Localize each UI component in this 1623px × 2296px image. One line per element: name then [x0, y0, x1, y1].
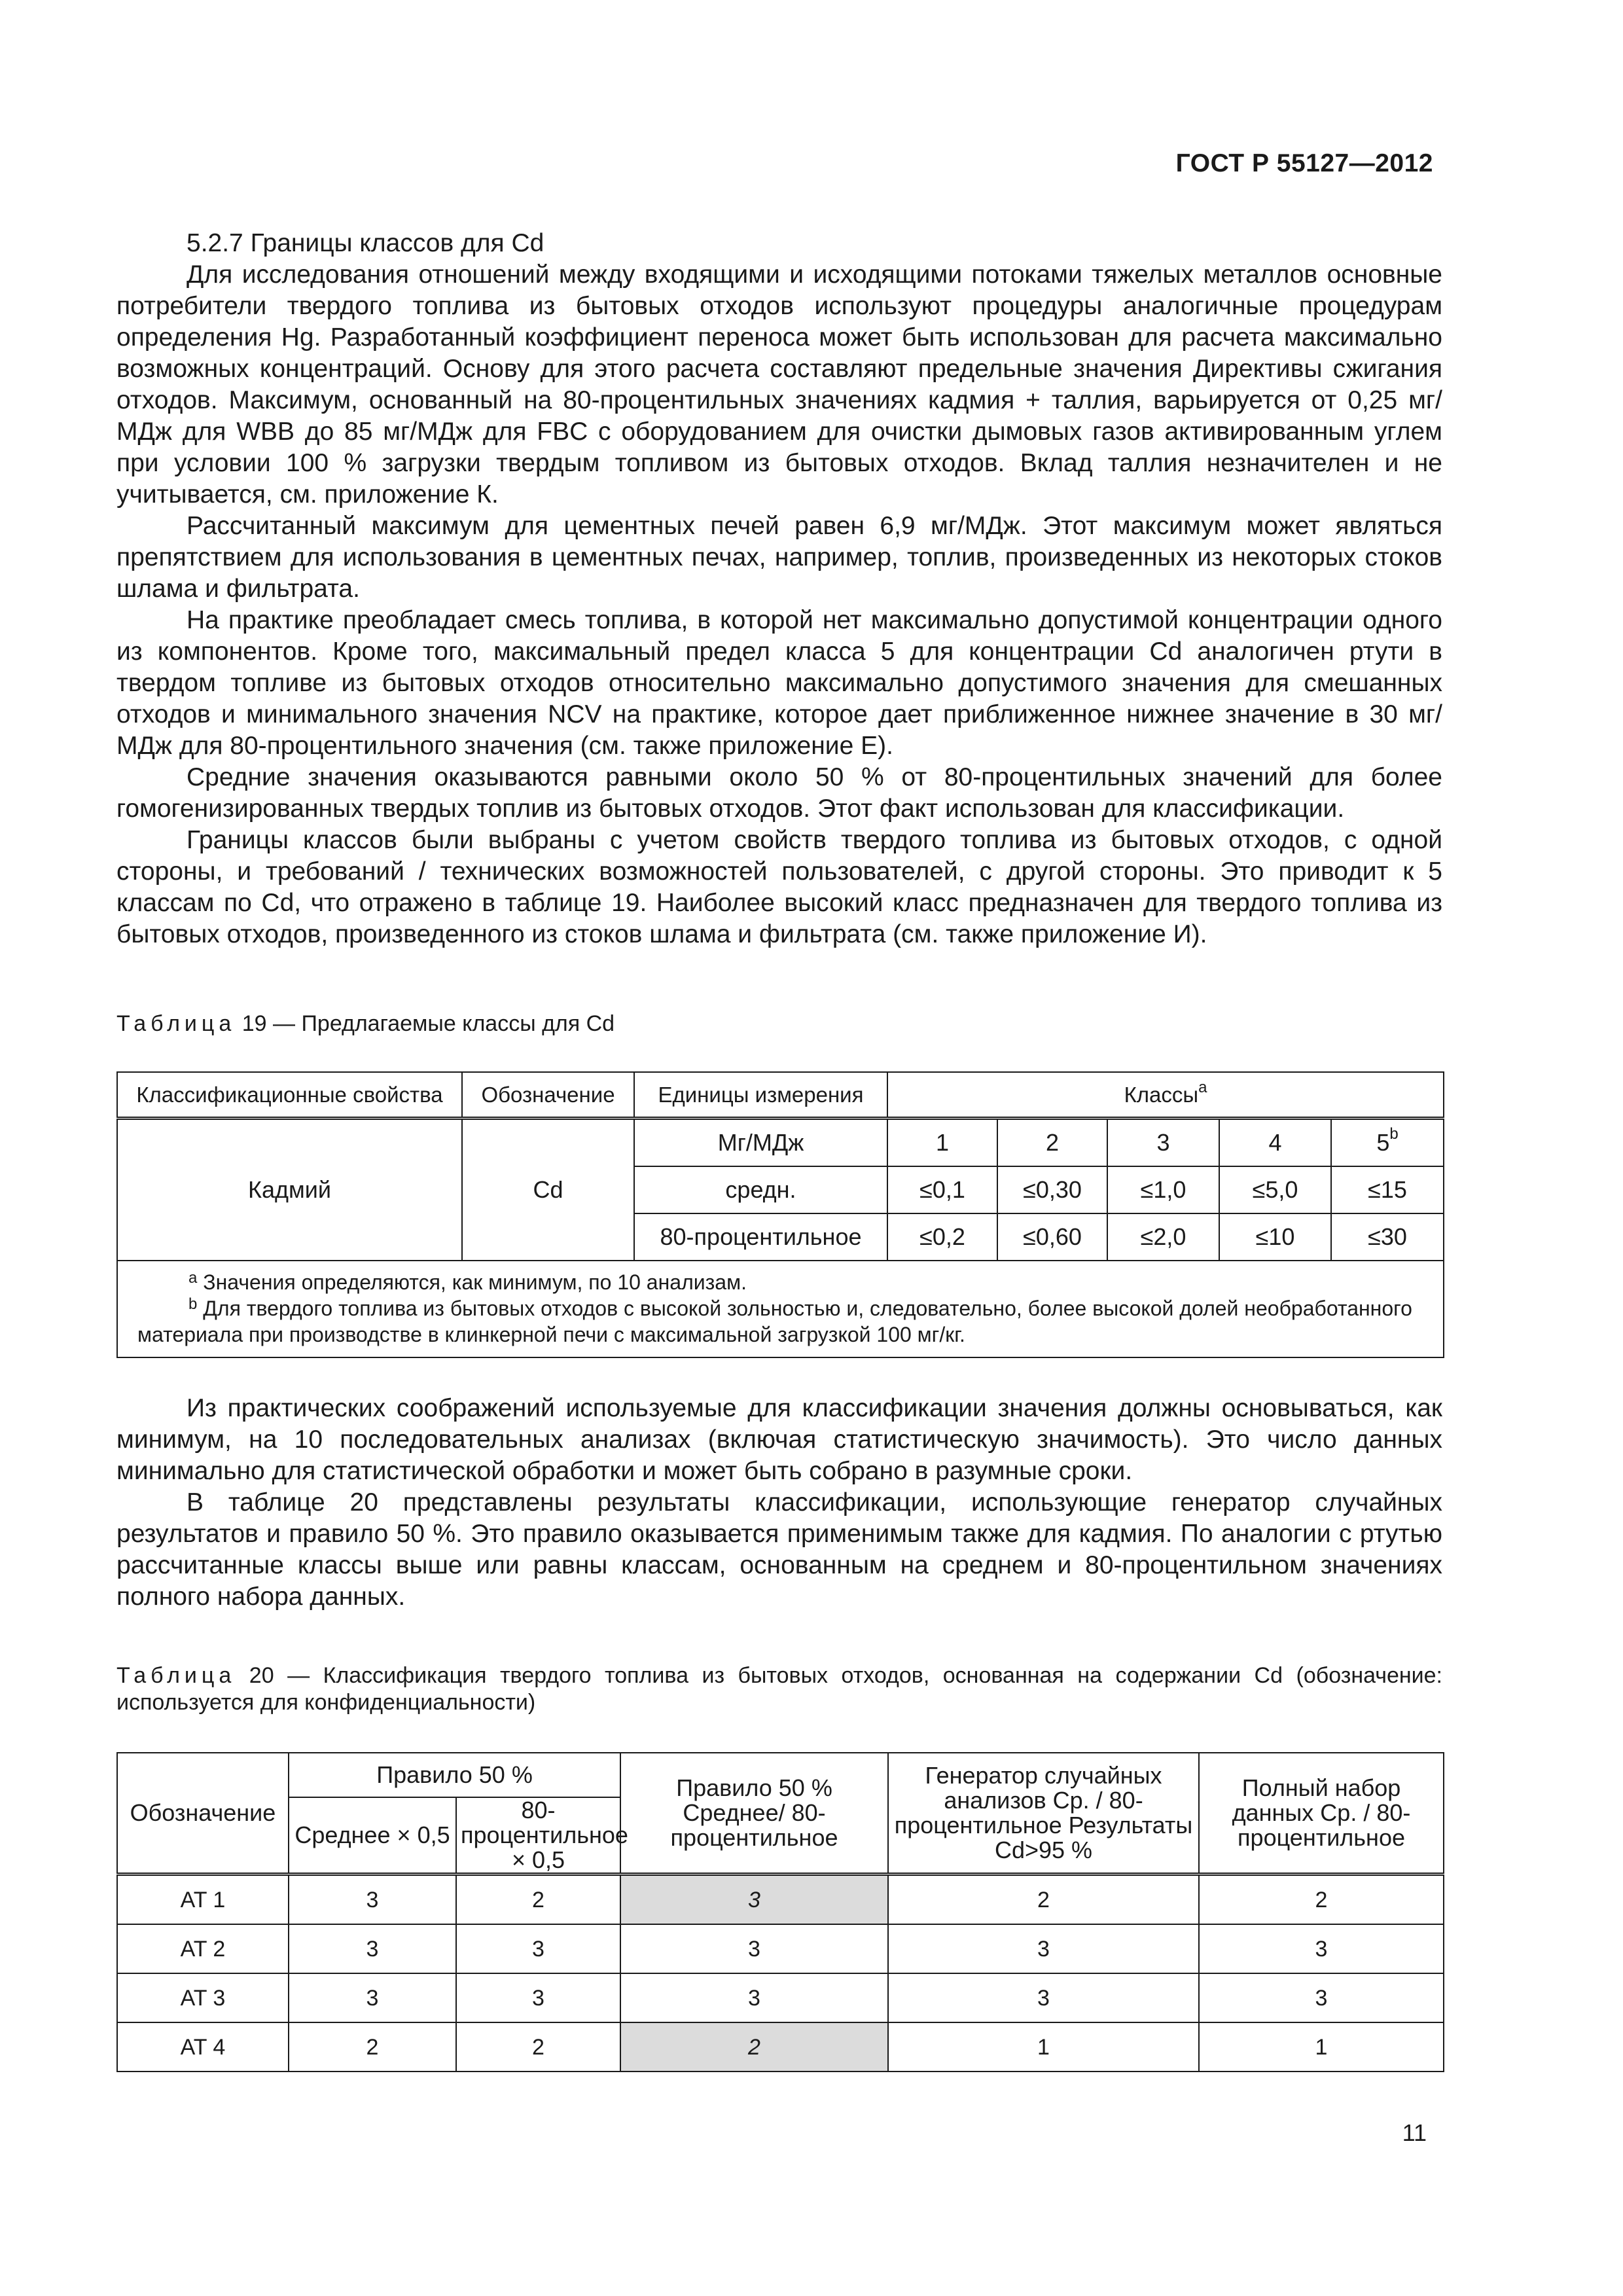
- footnote-marker: b: [1389, 1125, 1399, 1143]
- table-cell: 1: [888, 2022, 1199, 2072]
- header-full-dataset: Полный набор данных Ср. / 80-процентильное: [1199, 1753, 1444, 1874]
- caption-prefix: Таблица: [116, 1011, 236, 1036]
- footnote-b: [137, 1295, 1436, 1348]
- table-header-row: [117, 1753, 1444, 1797]
- paragraph: Из практических соображений используемые для классификации значения должны основываться, как минимум, на 10 последовательных анализах (включая статистическую значимость). Это число данных минимально для статистической обработки и может быть собрано в разумные сроки.: [116, 1394, 1442, 1485]
- class-number: 5: [1376, 1129, 1390, 1156]
- table-cell: 3: [1199, 1924, 1444, 1973]
- table-row: [117, 1924, 1444, 1973]
- table-cell: 3: [289, 1924, 456, 1973]
- header-classes-label: Классы: [1124, 1082, 1199, 1107]
- header-units: Единицы измерения: [634, 1072, 887, 1119]
- footnote-a: [137, 1269, 1436, 1295]
- table-cell: 3: [456, 1924, 620, 1973]
- cell-row-label: 80-процентильное: [634, 1213, 887, 1261]
- highlighted-cell: 3: [620, 1874, 888, 1925]
- table-row: [117, 1874, 1444, 1925]
- table-cell: ≤0,30: [997, 1166, 1107, 1213]
- class-number: 2: [997, 1119, 1107, 1167]
- section-body-after-table: [116, 1393, 1442, 1613]
- header-rule50-mean-p80: Правило 50 % Среднее/ 80-процентильное: [620, 1753, 888, 1874]
- paragraph: Средние значения оказываются равными около 50 % от 80-процентильных значений для более гомогенизированных твердых топлив из бытовых отходов. Этот факт использован для классификации.: [116, 763, 1442, 823]
- paragraph: На практике преобладает смесь топлива, в которой нет максимально допустимой концентрации одного из компонентов. Кроме того, максимальный предел класса 5 для концентрации Cd аналогичен ртути в твердом топливе из бытовых отходов относительно максимально допустимого значения для смешанных отходов и минимального значения NCV на практике, которое дает приближенное нижнее значение в 30 мг/МДж для 80-процентильного значения (см. также приложение Е).: [116, 606, 1442, 760]
- table-row: [117, 1119, 1444, 1167]
- table-footnotes: [117, 1261, 1444, 1357]
- table-cell: 3: [888, 1924, 1199, 1973]
- highlighted-cell: 2: [620, 2022, 888, 2072]
- header-classes: [887, 1072, 1444, 1119]
- section-heading: 5.2.7 Границы классов для Cd: [187, 229, 544, 257]
- table-cell: ≤0,60: [997, 1213, 1107, 1261]
- header-property: Классификационные свойства: [117, 1072, 462, 1119]
- table-cell: ≤2,0: [1107, 1213, 1219, 1261]
- section-body: [116, 228, 1442, 950]
- table-row: [117, 1973, 1444, 2022]
- footnote-marker: a: [188, 1269, 198, 1287]
- footnote-text: Значения определяются, как минимум, по 10 анализам.: [197, 1270, 747, 1294]
- cell-row-label: средн.: [634, 1166, 887, 1213]
- row-designation: AT 1: [117, 1874, 289, 1925]
- table-footnotes-row: [117, 1261, 1444, 1357]
- row-designation: AT 2: [117, 1924, 289, 1973]
- header-designation: Обозначение: [462, 1072, 634, 1119]
- cell-property: Кадмий: [117, 1119, 462, 1261]
- table-cell: 3: [289, 1874, 456, 1925]
- paragraph: Границы классов были выбраны с учетом свойств твердого топлива из бытовых отходов, с одной стороны, и требований / технических возможностей пользователей, с другой стороны. Это приводит к 5 классам по Cd, что отражено в таблице 19. Наиболее высокий класс предназначен для твердого топлива из бытовых отходов, произведенного из стоков шлама и фильтрата (см. также приложение И).: [116, 826, 1442, 948]
- paragraph: Рассчитанный максимум для цементных печей равен 6,9 мг/МДж. Этот максимум может являться препятствием для использования в цементных печах, например, топлив, произведенных из некоторых стоков шлама и фильтрата.: [116, 512, 1442, 603]
- class-number-5: [1331, 1119, 1444, 1167]
- table-19: [116, 1071, 1444, 1358]
- document-code: ГОСТ Р 55127—2012: [1175, 149, 1433, 177]
- table-cell: 3: [620, 1924, 888, 1973]
- table-cell: ≤1,0: [1107, 1166, 1219, 1213]
- table-cell: 2: [456, 2022, 620, 2072]
- table-20-caption: [116, 1662, 1442, 1716]
- class-number: 1: [887, 1119, 997, 1167]
- caption-prefix: Таблица: [116, 1663, 236, 1688]
- table-cell: 3: [456, 1973, 620, 2022]
- cell-unit-label: Мг/МДж: [634, 1119, 887, 1167]
- header-random-generator: Генератор случайных анализов Ср. / 80-процентильное Результаты Cd>95 %: [888, 1753, 1199, 1874]
- table-cell: ≤10: [1219, 1213, 1331, 1261]
- cell-designation: Cd: [462, 1119, 634, 1261]
- table-row: [117, 2022, 1444, 2072]
- row-designation: AT 3: [117, 1973, 289, 2022]
- table-cell: 2: [1199, 1874, 1444, 1925]
- table-cell: 2: [289, 2022, 456, 2072]
- class-number: 3: [1107, 1119, 1219, 1167]
- table-19-caption: [116, 1011, 1442, 1037]
- row-designation: AT 4: [117, 2022, 289, 2072]
- table-cell: 2: [888, 1874, 1199, 1925]
- table-cell: 2: [456, 1874, 620, 1925]
- table-cell: ≤30: [1331, 1213, 1444, 1261]
- table-cell: ≤15: [1331, 1166, 1444, 1213]
- paragraph: В таблице 20 представлены результаты классификации, использующие генератор случайных результатов и правило 50 %. Это правило оказывается применимым также для кадмия. По аналогии с ртутью рассчитанные классы выше или равны классам, основанным на среднем и 80-процентильном значениях полного набора данных.: [116, 1488, 1442, 1611]
- page-number: 11: [1402, 2119, 1427, 2146]
- table-cell: 3: [1199, 1973, 1444, 2022]
- table-cell: ≤5,0: [1219, 1166, 1331, 1213]
- header-p80-x05: 80-процентильное × 0,5: [456, 1797, 620, 1874]
- table-cell: ≤0,1: [887, 1166, 997, 1213]
- table-cell: 3: [888, 1973, 1199, 2022]
- footnote-marker: b: [188, 1295, 198, 1313]
- table-cell: 1: [1199, 2022, 1444, 2072]
- caption-text: 20 — Классификация твердого топлива из бытовых отходов, основанная на содержании Cd (обозначение: используется для конфиденциальности): [116, 1663, 1442, 1715]
- header-rule50-group: Правило 50 %: [289, 1753, 620, 1797]
- footnote-text: Для твердого топлива из бытовых отходов с высокой зольностью и, следовательно, более высокой долей необработанного материала при производстве в клинкерной печи с максимальной загрузкой 100 мг/кг.: [137, 1297, 1412, 1346]
- caption-text: 19 — Предлагаемые классы для Cd: [236, 1011, 615, 1036]
- paragraph: Для исследования отношений между входящими и исходящими потоками тяжелых металлов основные потребители твердого топлива из бытовых отходов используют процедуры аналогичные процедурам определения Hg. Разработанный коэффициент переноса может быть использован для расчета максимально возможных концентраций. Основу для этого расчета составляют предельные значения Директивы сжигания отходов. Максимум, основанный на 80-процентильных значениях кадмия + таллия, варьируется от 0,25 мг/МДж для WBB до 85 мг/МДж для FBC с оборудованием для очистки дымовых газов активированным углем при условии 100 % загрузки твердым топливом из бытовых отходов. Вклад таллия незначителен и не учитывается, см. приложение К.: [116, 260, 1442, 509]
- table-cell: 3: [289, 1973, 456, 2022]
- footnote-marker: a: [1198, 1078, 1207, 1096]
- header-mean-x05: Среднее × 0,5: [289, 1797, 456, 1874]
- class-number: 4: [1219, 1119, 1331, 1167]
- table-cell: 3: [620, 1973, 888, 2022]
- table-cell: ≤0,2: [887, 1213, 997, 1261]
- table-20: [116, 1752, 1444, 2072]
- header-designation: Обозначение: [117, 1753, 289, 1874]
- table-header-row: [117, 1072, 1444, 1119]
